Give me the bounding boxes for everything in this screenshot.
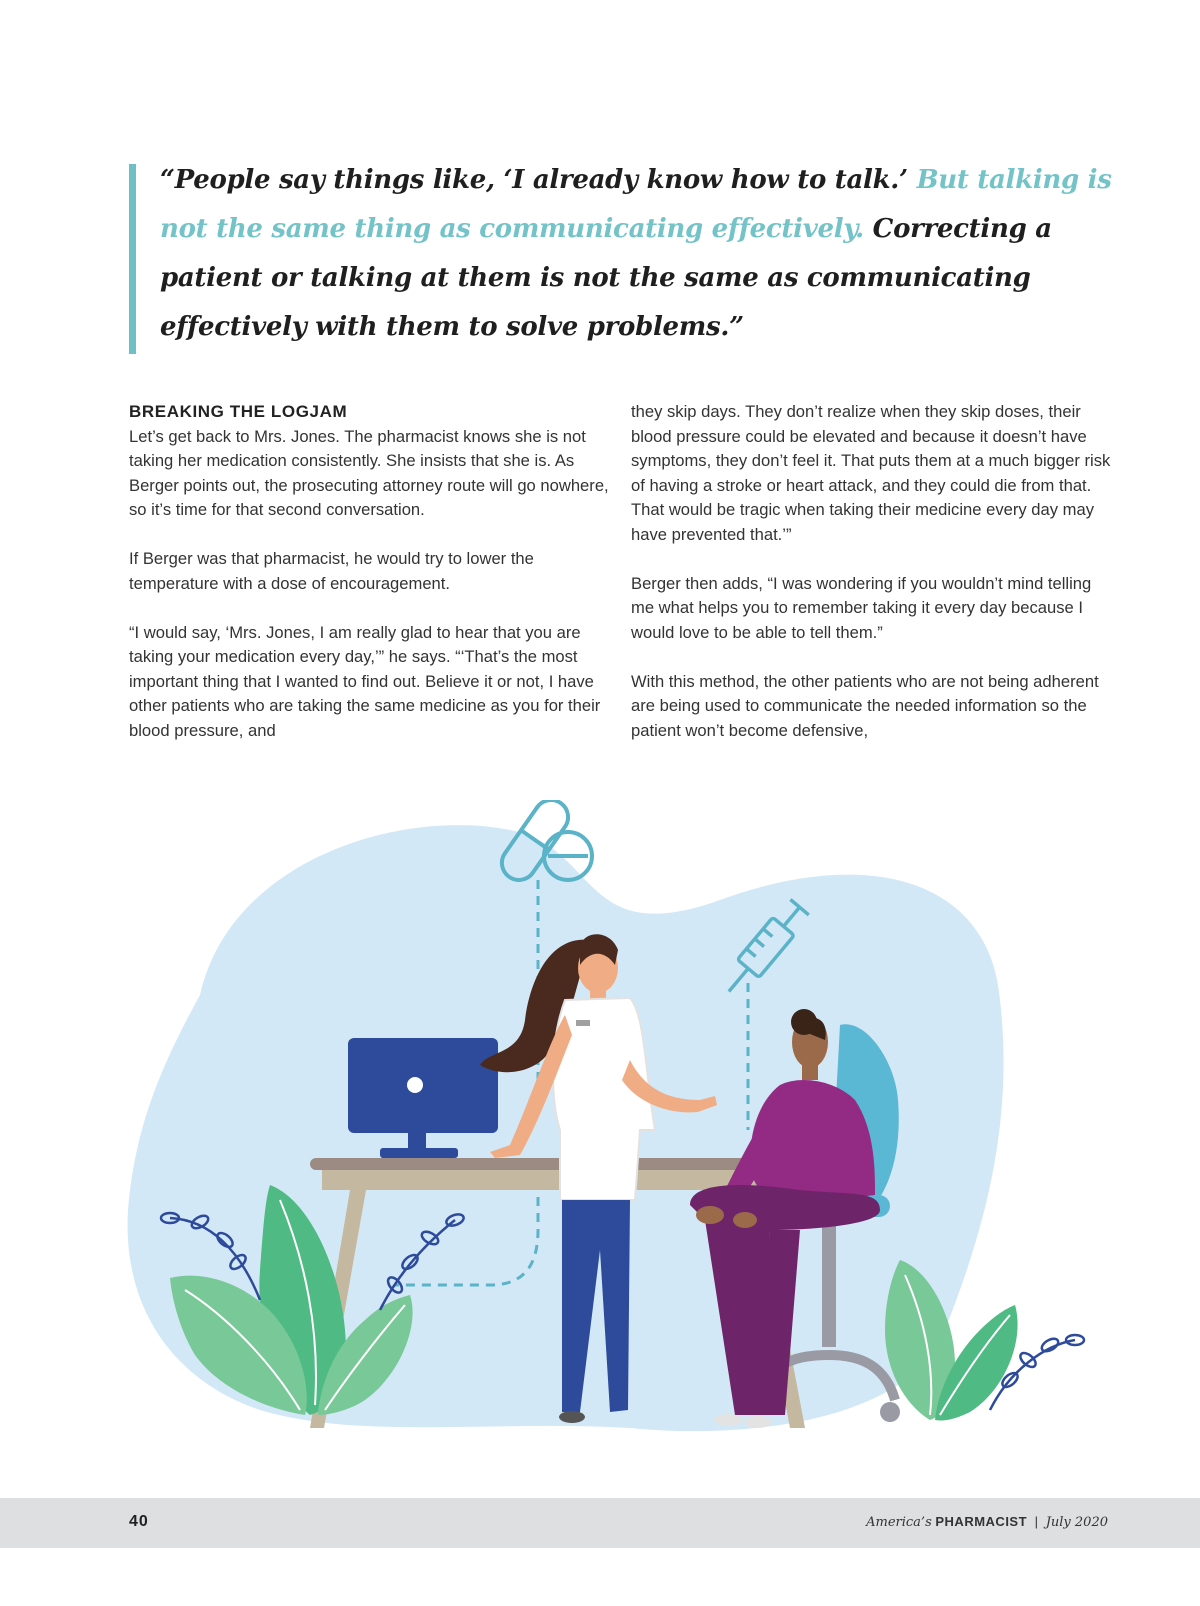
paragraph: If Berger was that pharmacist, he would try to lower the temperature with a dose of encouragement. [129,549,534,593]
article-column-right [631,400,1111,768]
paragraph: With this method, the other patients who are not being adherent are being used to communicate the needed information so the patient won’t become defensive, [631,671,1099,740]
pull-quote-part-2: Correcting a patient or talking at them is not the same as communicating effectively with them to solve problems.” [160,214,1052,342]
pull-quote [129,164,1129,354]
pull-quote-text [160,156,1129,352]
magazine-name: PHARMACIST [935,1514,1028,1529]
paragraph: they skip days. They don’t realize when they skip doses, their blood pressure could be elevated and because it doesn’t have symptoms, they don’t feel it. That puts them at a much bigger risk of having a stroke or heart attack, and they could die from that. That would be tragic when taking their medicine every day may have prevented that.’” [631,402,1111,544]
plant-right [885,1260,1084,1421]
pull-quote-accent: But talking is not the same thing as communicating effectively. [160,165,1112,244]
paragraph: Berger then adds, “I was wondering if you wouldn’t mind telling me what helps you to remember taking it every day because I would love to be able to tell them.” [631,573,1092,642]
pull-quote-part-1: “People say things like, ‘I already know how to talk.’ [160,165,917,195]
pharmacist-consultation-illustration [110,800,1120,1480]
magazine-credit [866,1514,1108,1530]
section-heading: BREAKING THE LOGJAM [129,402,348,421]
footer-separator: | [1034,1514,1039,1529]
page-footer [0,1498,1200,1548]
page-number: 40 [129,1513,149,1530]
article-column-left [129,400,614,768]
paragraph: Let’s get back to Mrs. Jones. The pharmacist knows she is not taking her medication consistently. She insists that she is. As Berger points out, the prosecuting attorney route will go nowhere, so it’s time for that second conversation. [129,426,609,519]
issue-date: July 2020 [1045,1515,1108,1530]
paragraph: “I would say, ‘Mrs. Jones, I am really glad to hear that you are taking your medication every day,’” he says. “‘That’s the most important thing that I wanted to find out. Believe it or not, I have other patients who are taking the same medicine as you for their blood pressure, and [129,622,601,740]
magazine-prefix: America’s [866,1515,932,1530]
